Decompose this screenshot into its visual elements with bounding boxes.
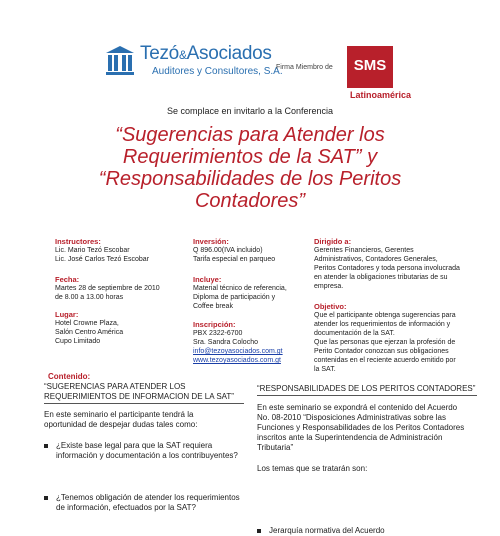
lugar-value: Salón Centro América bbox=[55, 329, 124, 336]
contenido-label: Contenido: bbox=[48, 372, 91, 381]
member-firm-text: Firma Miembro de bbox=[276, 64, 333, 71]
brand-ampersand: & bbox=[178, 48, 187, 62]
right-divider bbox=[257, 395, 477, 396]
sms-logo-text: SMS bbox=[353, 57, 387, 74]
left-intro bbox=[44, 410, 259, 430]
dirigido-label: Dirigido a: bbox=[314, 237, 352, 246]
bullet-line: de información, efectuados por la SAT? bbox=[56, 503, 196, 512]
instructores-label: Instructores: bbox=[55, 237, 101, 246]
right-intro bbox=[257, 403, 497, 453]
incluye-value: Material técnico de referencia, bbox=[193, 285, 287, 292]
objetivo-value: Que las personas que ejerzan la profesión de bbox=[314, 339, 456, 346]
left-divider bbox=[44, 403, 244, 404]
right-section-heading: “RESPONSABILIDADES DE LOS PERITOS CONTADORES” bbox=[257, 384, 476, 393]
tezo-logo-icon bbox=[104, 44, 136, 76]
dirigido-block bbox=[314, 237, 460, 291]
objetivo-value: documentación de la SAT. bbox=[314, 330, 395, 337]
bullet-line: información y documentación a los contribuyentes? bbox=[56, 451, 238, 460]
horario-value: de 8.00 a 13.00 horas bbox=[55, 294, 124, 301]
objetivo-label: Objetivo: bbox=[314, 302, 347, 311]
inversion-label: Inversión: bbox=[193, 237, 229, 246]
objetivo-block bbox=[314, 302, 456, 374]
inscripcion-block bbox=[193, 320, 283, 365]
intro-line: Funciones y Responsabilidades de los Peritos Contadores bbox=[257, 423, 465, 432]
intro-line: inscritos ante la Superintendencia de Administración bbox=[257, 433, 443, 442]
inversion-value: Q 896.00(IVA incluido) bbox=[193, 247, 263, 254]
intro-line: oportunidad de despejar dudas tales como: bbox=[44, 420, 198, 429]
intro-line: Tributaria” bbox=[257, 443, 294, 452]
lugar-label: Lugar: bbox=[55, 310, 79, 319]
instructores-block bbox=[55, 237, 149, 264]
title-line: “Sugerencias para Atender los bbox=[115, 124, 385, 146]
brand-name-part2: Asociados bbox=[186, 43, 272, 64]
fecha-block bbox=[55, 275, 160, 302]
parqueo-value: Tarifa especial en parqueo bbox=[193, 256, 276, 263]
inscripcion-label: Inscripción: bbox=[193, 320, 236, 329]
bullet-line: ¿Tenemos obligación de atender los requerimientos bbox=[56, 493, 240, 502]
dirigido-value: Administrativos, Contadores Generales, bbox=[314, 256, 438, 263]
bullet-line: Jerarquía normativa del Acuerdo bbox=[269, 526, 385, 535]
instructor-name: Lic. Mario Tezó Escobar bbox=[55, 247, 130, 254]
intro-line: No. 08-2010 “Disposiciones Administrativas sobre las bbox=[257, 413, 446, 422]
instructor-name: Lic. José Carlos Tezó Escobar bbox=[55, 256, 150, 263]
title-line: Contadores” bbox=[194, 190, 306, 212]
sms-region: Latinoamérica bbox=[350, 90, 412, 100]
objetivo-value: atender los requerimientos de información y bbox=[314, 321, 451, 328]
title-line: “Responsabilidades de los Peritos bbox=[98, 168, 402, 190]
incluye-block bbox=[193, 275, 287, 311]
objetivo-value: contenidas en el reciente acuerdo emitido por bbox=[314, 357, 456, 364]
email-link[interactable]: info@tezoyasociados.com.gt bbox=[193, 348, 283, 355]
dirigido-value: Peritos Contadores y toda persona involucrada bbox=[314, 265, 460, 272]
left-bullet-item bbox=[44, 493, 266, 513]
website-link[interactable]: www.tezoyasociados.com.gt bbox=[193, 357, 281, 364]
intro-line: En este seminario se expondrá el contenido del Acuerdo bbox=[257, 403, 458, 412]
incluye-value: Coffee break bbox=[193, 303, 233, 310]
topics-intro: Los temas que se tratarán son: bbox=[257, 464, 368, 473]
incluye-label: Incluye: bbox=[193, 275, 222, 284]
left-bullet-item bbox=[44, 441, 266, 461]
objetivo-value: Perito Contador conozcan sus obligaciones bbox=[314, 348, 449, 355]
intro-line: En este seminario el participante tendrá la bbox=[44, 410, 194, 419]
brand-name bbox=[140, 43, 272, 65]
left-section-heading bbox=[44, 382, 254, 402]
objetivo-value: Que el participante obtenga sugerencias para bbox=[314, 312, 456, 319]
brand-subtitle: Auditores y Consultores, S.A. bbox=[152, 66, 283, 77]
objetivo-value: la SAT. bbox=[314, 366, 336, 373]
title-line: Requerimientos de la SAT” y bbox=[122, 146, 378, 168]
incluye-value: Diploma de participación y bbox=[193, 294, 276, 301]
invite-text: Se complace en invitarlo a la Conferencia bbox=[166, 106, 334, 116]
pbx-value: PBX 2322-6700 bbox=[193, 330, 243, 337]
bullet-line: ¿Existe base legal para que la SAT requiera bbox=[56, 441, 213, 450]
fecha-value: Martes 28 de septiembre de 2010 bbox=[55, 285, 160, 292]
brand-name-part1: Tezó bbox=[140, 43, 179, 64]
right-bullet-item bbox=[257, 526, 499, 536]
dirigido-value: empresa. bbox=[314, 283, 344, 290]
dirigido-value: en atender la obligaciones tributarias de su bbox=[314, 274, 448, 281]
inversion-block bbox=[193, 237, 275, 264]
heading-line: “SUGERENCIAS PARA ATENDER LOS bbox=[44, 382, 186, 391]
contact-name: Sra. Sandra Colocho bbox=[193, 339, 258, 346]
lugar-block bbox=[55, 310, 123, 346]
lugar-value: Hotel Crowne Plaza, bbox=[55, 320, 119, 327]
conference-title bbox=[70, 124, 430, 212]
dirigido-value: Gerentes Financieros, Gerentes bbox=[314, 247, 414, 254]
fecha-label: Fecha: bbox=[55, 275, 80, 284]
heading-line: REQUERIMIENTOS DE INFORMACION DE LA SAT” bbox=[44, 392, 234, 401]
cupo-value: Cupo Limitado bbox=[55, 338, 101, 345]
